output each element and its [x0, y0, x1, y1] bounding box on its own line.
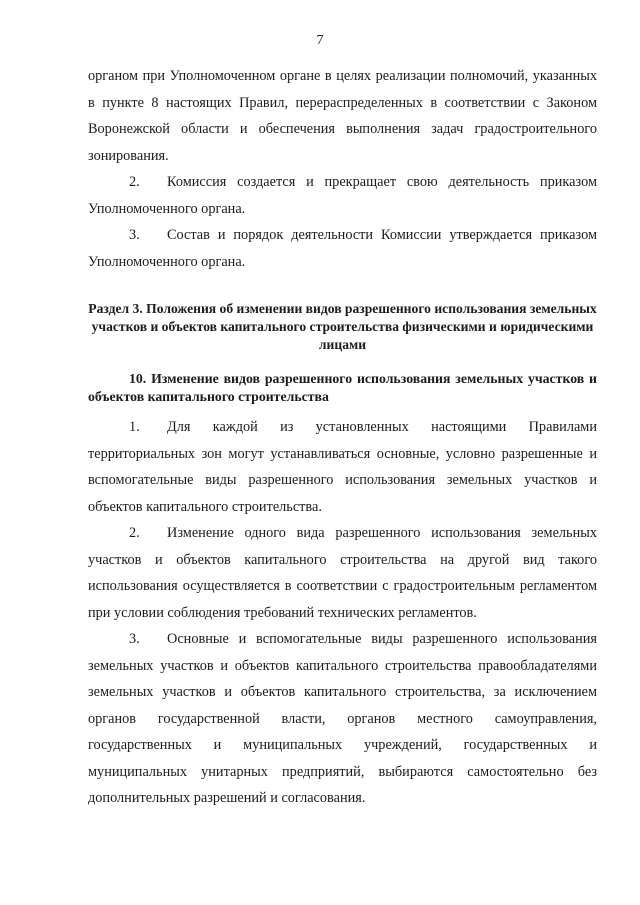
article-item-3-text: Основные и вспомогательные виды разрешенного использования земельных участков и объектов капитального строительства правообладателями земельных участков и объектов капитального строительства, за исключением органов государственной власти, органов местного самоуправления, государственных и муниципальных учреждений, государственных и муниципальных унитарных предприятий, выбираются самостоятельно без дополнительных разрешений и согласования.	[88, 631, 597, 806]
article-item-1	[88, 414, 597, 520]
section-heading: Раздел 3. Положения об изменении видов разрешенного использования земельных участков и объектов капитального строительства физическими и юридическими лицами	[88, 301, 597, 352]
article-item-2-text: Изменение одного вида разрешенного использования земельных участков и объектов капитального строительства на другой вид такого использования осуществляется в соответствии с градостроительным регламентом при условии соблюдения требований технических регламентов.	[88, 525, 597, 621]
intro-item-2	[88, 169, 597, 222]
intro-block	[88, 63, 597, 275]
article-item-2	[88, 520, 597, 626]
intro-item-3-number: 3.	[129, 227, 140, 243]
article-body	[88, 414, 597, 812]
intro-item-3	[88, 222, 597, 275]
intro-item-2-text: Комиссия создается и прекращает свою деятельность приказом Уполномоченного органа.	[88, 174, 597, 217]
intro-item-3-text: Состав и порядок деятельности Комиссии утверждается приказом Уполномоченного органа.	[88, 227, 597, 270]
article-item-2-number: 2.	[129, 525, 140, 541]
page-number: 7	[316, 33, 324, 48]
article-item-3	[88, 626, 597, 812]
article-item-1-number: 1.	[129, 419, 140, 435]
intro-item-2-number: 2.	[129, 174, 140, 190]
article-item-3-number: 3.	[129, 631, 140, 647]
article-item-1-text: Для каждой из установленных настоящими Правилами территориальных зон могут устанавливаться основные, условно разрешенные и вспомогательные виды разрешенного использования земельных участков и объектов капитального строительства.	[88, 419, 597, 515]
article-heading: 10. Изменение видов разрешенного использования земельных участков и объектов капитального строительства	[88, 371, 597, 404]
intro-continuation: органом при Уполномоченном органе в целях реализации полномочий, указанных в пункте 8 настоящих Правил, перераспределенных в соответствии с Законом Воронежской области и обеспечения выполнения задач градостроительного зонирования.	[88, 68, 597, 164]
